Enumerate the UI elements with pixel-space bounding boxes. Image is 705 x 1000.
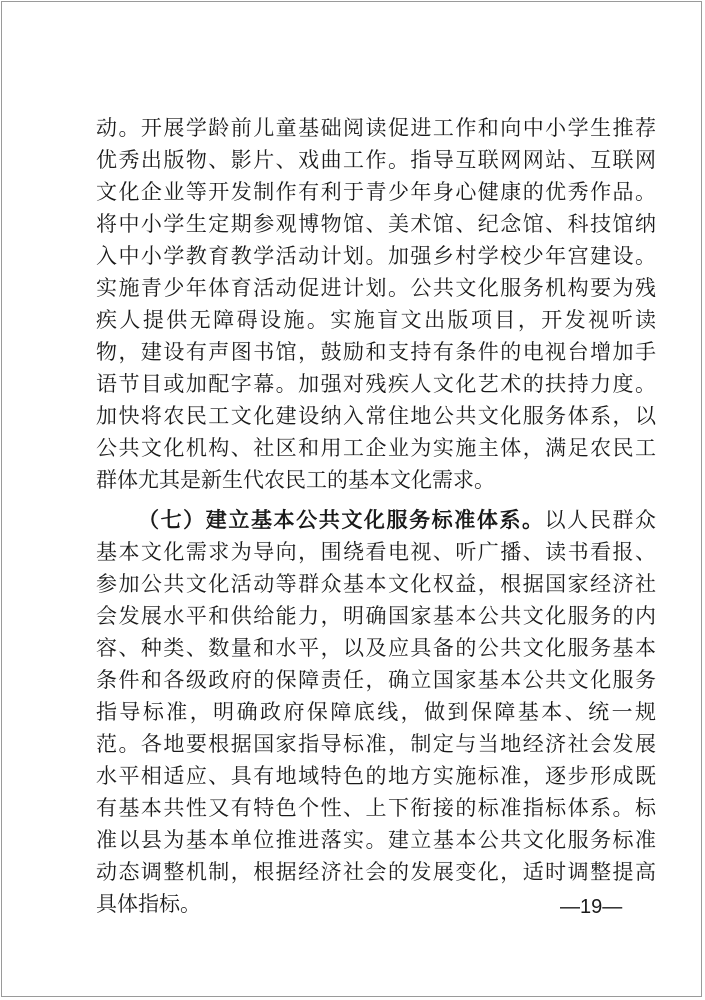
paragraph-1 (96, 112, 656, 496)
text-line: 物，建设有声图书馆，鼓励和支持有条件的电视台增加手 (96, 340, 656, 364)
section-first-line-text: 以人民群众 (544, 508, 657, 532)
page-number: —19— (560, 896, 623, 918)
text-line: 动。开展学龄前儿童基础阅读促进工作和向中小学生推荐 (96, 116, 656, 140)
text-line: 疾人提供无障碍设施。实施盲文出版项目，开发视听读 (96, 308, 656, 332)
text-line: 将中小学生定期参观博物馆、美术馆、纪念馆、科技馆纳 (96, 212, 656, 236)
section-heading: （七）建立基本公共文化服务标准体系。 (138, 508, 545, 532)
text-line: 优秀出版物、影片、戏曲工作。指导互联网网站、互联网 (96, 148, 656, 172)
text-line: 水平相适应、具有地域特色的地方实施标准，逐步形成既 (96, 764, 656, 788)
text-line: 入中小学教育教学活动计划。加强乡村学校少年宫建设。 (96, 244, 656, 268)
text-line: 有基本共性又有特色个性、上下衔接的标准指标体系。标 (96, 796, 656, 820)
text-line: 会发展水平和供给能力，明确国家基本公共文化服务的内 (96, 604, 656, 628)
section-first-line (96, 504, 656, 536)
text-line: 加快将农民工文化建设纳入常住地公共文化服务体系，以 (96, 404, 656, 428)
text-line: 群体尤其是新生代农民工的基本文化需求。 (96, 468, 495, 492)
text-line: 公共文化机构、社区和用工企业为实施主体，满足农民工 (96, 436, 656, 460)
text-line: 实施青少年体育活动促进计划。公共文化服务机构要为残 (96, 276, 656, 300)
text-line: 语节目或加配字幕。加强对残疾人文化艺术的扶持力度。 (96, 372, 656, 396)
text-line: 文化企业等开发制作有利于青少年身心健康的优秀作品。 (96, 180, 656, 204)
document-body (96, 112, 656, 920)
text-line: 参加公共文化活动等群众基本文化权益，根据国家经济社 (96, 572, 656, 596)
paragraph-2 (96, 504, 656, 920)
text-line: 容、种类、数量和水平，以及应具备的公共文化服务基本 (96, 636, 656, 660)
text-line: 动态调整机制，根据经济社会的发展变化，适时调整提高 (96, 860, 656, 884)
text-line: 基本文化需求为导向，围绕看电视、听广播、读书看报、 (96, 540, 656, 564)
text-line: 具体指标。 (96, 892, 201, 916)
text-line: 范。各地要根据国家指导标准，制定与当地经济社会发展 (96, 732, 656, 756)
text-line: 准以县为基本单位推进落实。建立基本公共文化服务标准 (96, 828, 656, 852)
text-line: 条件和各级政府的保障责任，确立国家基本公共文化服务 (96, 668, 656, 692)
text-line: 指导标准，明确政府保障底线，做到保障基本、统一规 (96, 700, 656, 724)
